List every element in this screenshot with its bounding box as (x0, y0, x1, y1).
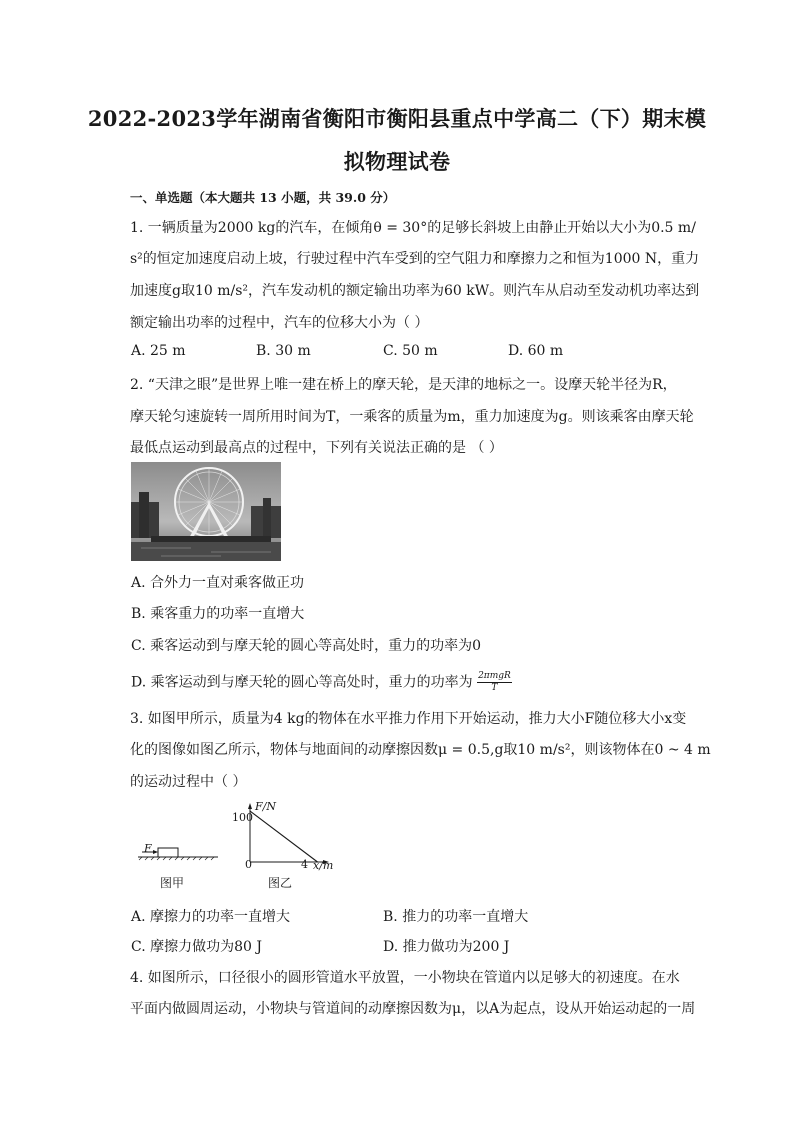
q3-line-2: 化的图像如图乙所示，物体与地面间的动摩擦因数μ = 0.5,g取10 m/s²，则该物体在0 ~ 4 m (130, 742, 711, 758)
ferris-wheel-photo (131, 462, 281, 561)
fraction-numerator: 2πmgR (478, 671, 511, 681)
q1-option-b[interactable]: B. 30 m (256, 343, 311, 359)
q1-option-c[interactable]: C. 50 m (383, 343, 438, 359)
q4-line-1: 4. 如图所示，口径很小的圆形管道水平放置，一小物块在管道内以足够大的初速度。在水 (130, 970, 680, 986)
q2-line-3: 最低点运动到最高点的过程中，下列有关说法正确的是 （ ） (130, 440, 503, 456)
fraction-denominator: T (491, 683, 498, 693)
q2-line-1: 2. “天津之眼”是世界上唯一建在桥上的摩天轮，是天津的地标之一。设摩天轮半径为R， (130, 377, 677, 393)
block-rect (158, 848, 178, 857)
q3-line-1: 3. 如图甲所示，质量为4 kg的物体在水平推力作用下开始运动，推力大小F随位移大小x变 (130, 711, 687, 727)
title-line-1: 2022-2023学年湖南省衡阳市衡阳县重点中学高二（下）期末模 (87, 106, 707, 131)
q2-option-b[interactable]: B. 乘客重力的功率一直增大 (131, 606, 305, 622)
x-tick-label: 4 (301, 858, 308, 871)
origin-label: 0 (245, 858, 252, 871)
q1-option-d[interactable]: D. 60 m (508, 343, 564, 359)
q3-option-a[interactable]: A. 摩擦力的功率一直增大 (131, 909, 291, 925)
q1-line-3: 加速度g取10 m/s²，汽车发动机的额定输出功率为60 kW。则汽车从启动至发动机功率达到 (130, 283, 700, 299)
q2-option-c[interactable]: C. 乘客运动到与摩天轮的圆心等高处时，重力的功率为0 (131, 638, 482, 654)
q3-option-b[interactable]: B. 推力的功率一直增大 (383, 909, 529, 925)
q2-option-d-text: D. 乘客运动到与摩天轮的圆心等高处时，重力的功率为 (131, 674, 473, 691)
figure-yi-caption: 图乙 (268, 876, 293, 890)
q1-line-4: 额定输出功率的过程中，汽车的位移大小为（ ） (130, 315, 429, 331)
power-fraction (477, 671, 512, 694)
title-line-2: 拟物理试卷 (343, 149, 451, 174)
q1-option-a[interactable]: A. 25 m (131, 343, 186, 359)
q2-line-2: 摩天轮匀速旋转一周所用时间为T，一乘客的质量为m，重力加速度为g。则该乘客由摩天轮 (130, 409, 694, 425)
q1-line-1: 1. 一辆质量为2000 kg的汽车，在倾角θ = 30°的足够长斜坡上由静止开始以大小为0.5 m/ (130, 220, 696, 236)
q2-option-a[interactable]: A. 合外力一直对乘客做正功 (131, 575, 305, 591)
x-axis-label: x/m (313, 859, 334, 872)
figure-jia-caption: 图甲 (160, 876, 185, 890)
y-axis-label: F/N (255, 800, 276, 813)
q3-option-c[interactable]: C. 摩擦力做功为80 J (131, 939, 262, 955)
y-tick-label: 100 (232, 811, 253, 824)
force-series-line (250, 811, 318, 862)
force-label: F (144, 842, 152, 855)
q3-line-3: 的运动过程中（ ） (130, 774, 247, 790)
q4-line-2: 平面内做圆周运动，小物块与管道间的动摩擦因数为μ，以A为起点，设从开始运动起的一周 (130, 1001, 696, 1017)
q3-option-d[interactable]: D. 推力做功为200 J (383, 939, 510, 955)
q1-line-2: s²的恒定加速度启动上坡，行驶过程中汽车受到的空气阻力和摩擦力之和恒为1000 N，重力 (130, 251, 700, 267)
q2-option-d[interactable] (131, 671, 512, 694)
section-heading: 一、单选题（本大题共 13 小题，共 39.0 分） (130, 190, 396, 205)
